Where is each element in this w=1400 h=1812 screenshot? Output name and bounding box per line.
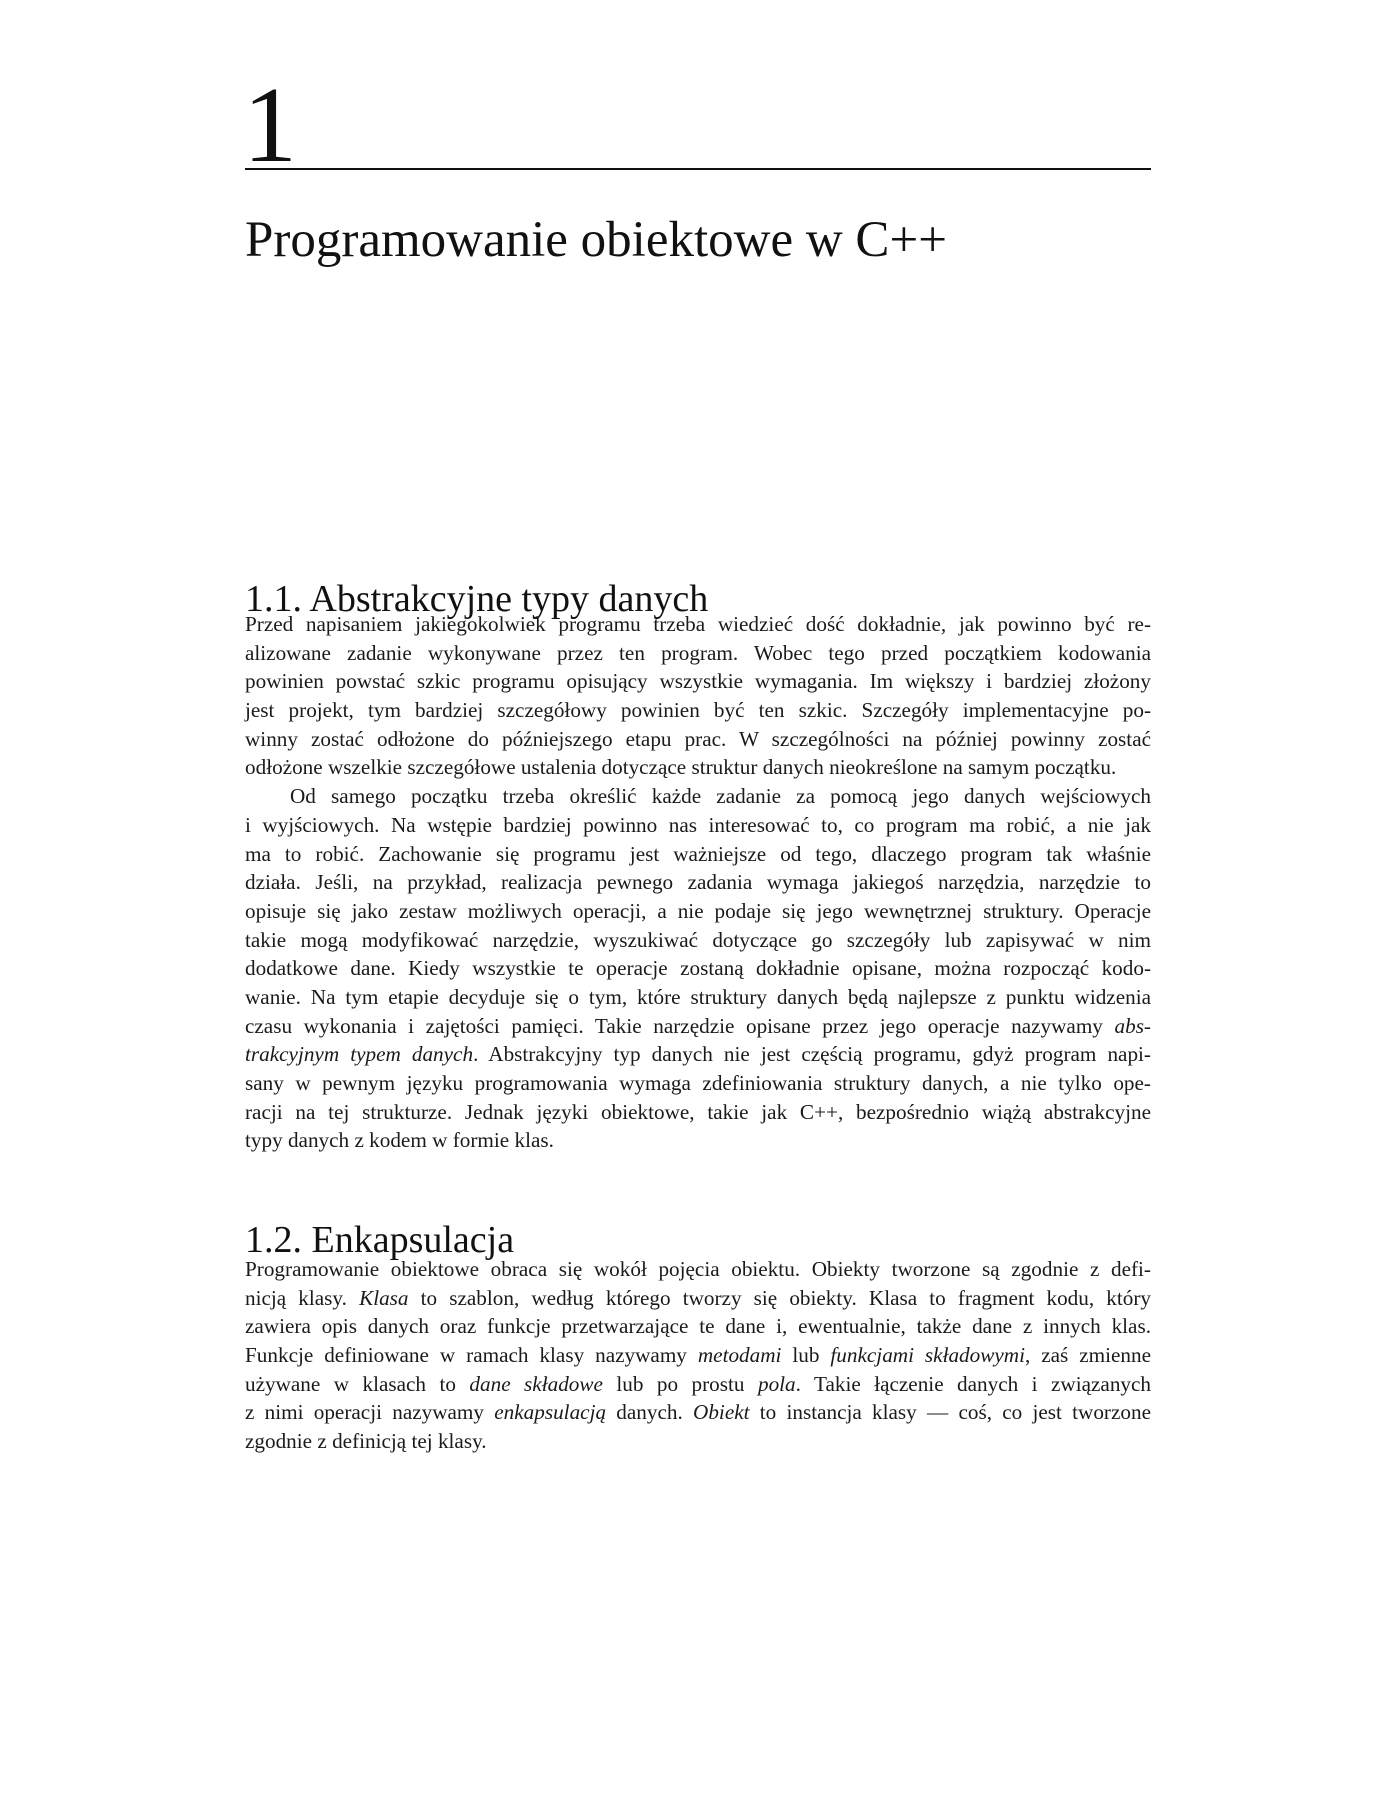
text-run: sany w pewnym języku programowania wymaga zdefiniowania struktury danych, a nie tylko ope- — [245, 1071, 1151, 1095]
chapter-number: 1 — [243, 66, 297, 185]
text-run: i wyjściowych. Na wstępie bardziej powinno nas interesować to, co program ma robić, a nie jak — [245, 812, 1151, 837]
text-run: danych. — [606, 1400, 694, 1425]
text-run: Przed napisaniem jakiegokolwiek programu trzeba wiedzieć dość dokładnie, jak powinno być re- — [245, 612, 1151, 636]
text-run: opisuje się jako zestaw możliwych operacji, a nie podaje się jego wewnętrznej struktury. Operacje — [245, 898, 1151, 923]
text-run: odłożone wszelkie szczegółowe ustalenia dotyczące struktur danych nieokreślone na samym początku. — [245, 755, 1117, 780]
text-run: z nimi operacji nazywamy — [245, 1400, 495, 1425]
emphasized-term: dane składowe — [469, 1371, 603, 1396]
text-line — [245, 840, 1151, 869]
text-run: czasu wykonania i zajętości pamięci. Takie narzędzie opisane przez jego operacje nazywamy — [245, 1013, 1115, 1038]
text-run: powinien powstać szkic programu opisujący wszystkie wymagania. Im większy i bardziej złożony — [245, 669, 1151, 694]
text-run: to szablon, według którego tworzy się obiekty. Klasa to fragment kodu, który — [408, 1285, 1151, 1310]
text-line — [245, 610, 1151, 639]
text-run: to instancja klasy — coś, co jest tworzone — [749, 1400, 1151, 1425]
text-run: . Abstrakcyjny typ danych nie jest częścią programu, gdyż program napi- — [473, 1042, 1151, 1067]
emphasized-term: Obiekt — [693, 1400, 750, 1425]
text-run: nicją klasy. — [245, 1285, 360, 1310]
section-heading-abstract-data-types: 1.1. Abstrakcyjne typy danych — [245, 577, 709, 620]
text-run: winny zostać odłożone do późniejszego etapu prac. W szczególności na później powinny zostać — [245, 726, 1151, 751]
text-run: ma to robić. Zachowanie się programu jest ważniejsze od tego, dlaczego program tak właśnie — [245, 841, 1151, 866]
section-body-encapsulation — [245, 1255, 1151, 1456]
emphasized-term: trakcyjnym typem danych — [245, 1042, 474, 1067]
text-run: zawiera opis danych oraz funkcje przetwarzające te dane i, ewentualnie, także dane z innych klas. — [245, 1314, 1151, 1339]
text-run: lub — [781, 1343, 831, 1368]
text-run: takie mogą modyfikować narzędzie, wyszukiwać dotyczące go szczegóły lub zapisywać w nim — [245, 927, 1151, 952]
text-run: dodatkowe dane. Kiedy wszystkie te operacje zostaną dokładnie opisane, można rozpocząć kodo- — [245, 956, 1151, 981]
text-line — [245, 897, 1151, 926]
text-line — [245, 753, 1151, 782]
text-line — [245, 954, 1151, 983]
text-line — [245, 1341, 1151, 1370]
text-line — [245, 1098, 1151, 1127]
section-body-abstract-data-types — [245, 610, 1151, 1155]
emphasized-term: metodami — [697, 1343, 782, 1368]
text-run: Programowanie obiektowe obraca się wokół pojęcia obiektu. Obiekty tworzone są zgodnie z defi- — [245, 1257, 1151, 1281]
text-run: Od samego początku trzeba określić każde zadanie za pomocą jego danych wejściowych — [290, 784, 1151, 809]
text-line — [245, 1427, 1151, 1456]
text-line — [245, 696, 1151, 725]
text-line — [245, 811, 1151, 840]
text-run: wanie. Na tym etapie decyduje się o tym, które struktury danych będą najlepsze z punktu widzenia — [245, 984, 1151, 1009]
text-line — [245, 725, 1151, 754]
emphasized-term: Klasa — [359, 1285, 409, 1310]
text-run: lub po prostu — [602, 1371, 758, 1396]
text-line — [245, 868, 1151, 897]
text-run: zgodnie z definicją tej klasy. — [245, 1429, 487, 1454]
text-run: działa. Jeśli, na przykład, realizacja pewnego zadania wymaga jakiegoś narzędzia, narzędzie to — [245, 870, 1151, 895]
text-line — [245, 1255, 1151, 1284]
text-run: alizowane zadanie wykonywane przez ten program. Wobec tego przed początkiem kodowania — [245, 640, 1151, 665]
text-line — [245, 1040, 1151, 1069]
text-run: Funkcje definiowane w ramach klasy nazywamy — [245, 1343, 698, 1368]
text-line — [245, 782, 1151, 811]
text-run: typy danych z kodem w formie klas. — [245, 1128, 554, 1153]
emphasized-term: abs- — [1114, 1013, 1151, 1038]
text-line — [245, 1284, 1151, 1313]
section-heading-encapsulation: 1.2. Enkapsulacja — [245, 1218, 515, 1261]
text-line — [245, 639, 1151, 668]
text-line — [245, 1370, 1151, 1399]
text-line — [245, 1398, 1151, 1427]
emphasized-term: pola — [757, 1371, 796, 1396]
text-run: jest projekt, tym bardziej szczegółowy powinien być ten szkic. Szczegóły implementacyjne po- — [245, 698, 1151, 723]
text-run: racji na tej strukturze. Jednak języki obiektowe, takie jak C++, bezpośrednio wiążą abstrakcyjne — [245, 1099, 1151, 1124]
text-line — [245, 926, 1151, 955]
chapter-title: Programowanie obiektowe w C++ — [245, 212, 947, 269]
text-line — [245, 1069, 1151, 1098]
text-run: używane w klasach to — [245, 1371, 470, 1396]
emphasized-term: enkapsulacją — [494, 1400, 607, 1425]
text-line — [245, 1126, 1151, 1155]
text-line — [245, 983, 1151, 1012]
emphasized-term: funkcjami składowymi — [830, 1343, 1025, 1368]
chapter-rule — [245, 168, 1151, 170]
text-line — [245, 667, 1151, 696]
text-line — [245, 1312, 1151, 1341]
text-run: . Takie łączenie danych i związanych — [795, 1371, 1152, 1396]
text-line — [245, 1012, 1151, 1041]
text-run: , zaś zmienne — [1024, 1343, 1151, 1368]
